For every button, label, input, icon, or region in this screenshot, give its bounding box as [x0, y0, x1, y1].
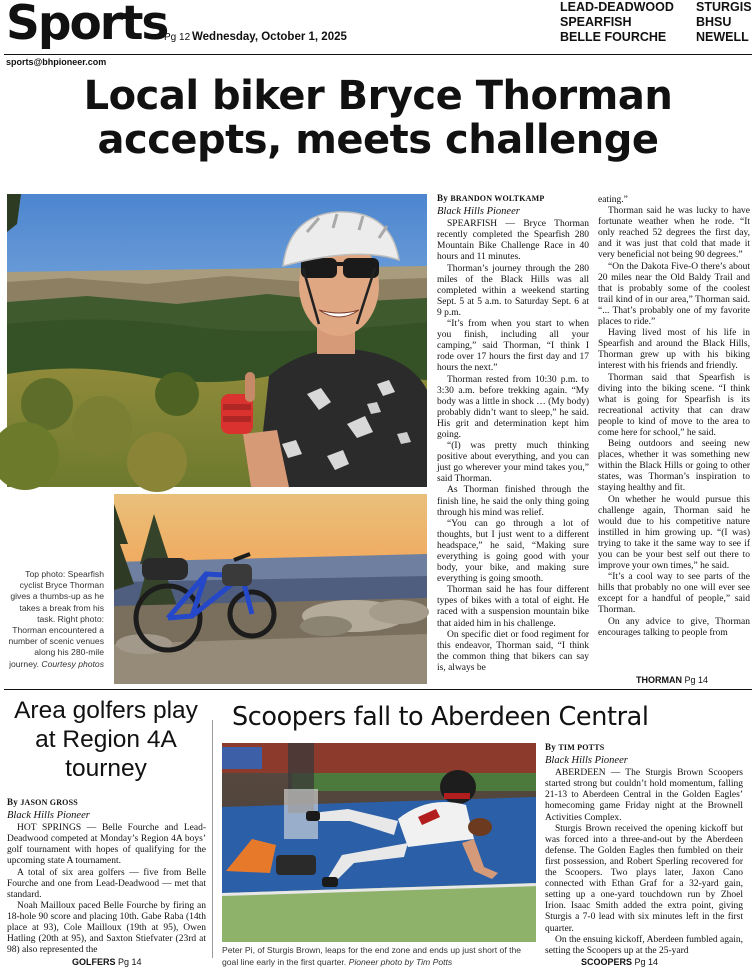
- article-paragraph: A total of six area golfers — five from Belle Fourche and one from Lead-Deadwood — met that standard.: [7, 867, 206, 900]
- byline-by: By: [545, 742, 556, 752]
- jump-line-thorman[interactable]: [636, 675, 708, 685]
- byline-affiliation: Black Hills Pioneer: [545, 755, 628, 767]
- golf-headline: Area golfers play at Region 4A tourney: [14, 697, 198, 782]
- football-headline: Scoopers fall to Aberdeen Central: [232, 702, 649, 732]
- town-label: LEAD-DEADWOOD: [560, 0, 674, 14]
- masthead: [0, 0, 756, 56]
- article-paragraph: eating.”: [598, 195, 628, 205]
- article-paragraph: Thorman rested from 10:30 p.m. to 3:30 a.m. before trekking again. “My body was a little in shock … (My body) probably didn’t want to sleep,” he said. His grit and determination kept him going.: [437, 374, 589, 440]
- jump-word: GOLFERS: [72, 957, 116, 967]
- article-paragraph: Being outdoors and seeing new places, whether it was something new within the Black Hills or going to other states, was Thorman’s inspiration to staying healthy and fit.: [598, 439, 750, 494]
- byline: [545, 742, 743, 753]
- cyclist-photo: [7, 194, 427, 487]
- jump-word: SCOOPERS: [581, 957, 633, 967]
- article-paragraph: ABERDEEN — The Sturgis Brown Scoopers started strong but couldn’t hold momentum, falling 21-13 to Aberdeen Central in the Golden Eagles’ homecoming game Friday night at the Brownell Activities Complex.: [545, 768, 743, 823]
- article-paragraph: “(I) was pretty much thinking positive about everything, and you can just go wherever your mind takes you,” said Thorman.: [437, 441, 589, 485]
- caption-text: Peter Pi, of Sturgis Brown, leaps for the end zone and ends up just short of the goal line early in the first quarter.: [222, 945, 522, 967]
- issue-date: Wednesday, October 1, 2025: [192, 31, 347, 43]
- byline-author: TIM POTTS: [558, 743, 605, 752]
- section-divider: [4, 689, 752, 690]
- article-paragraph: SPEARFISH — Bryce Thorman recently completed the Spearfish 280 Mountain Bike Challenge Race in 40 hours and 11 minutes.: [437, 219, 589, 263]
- article-paragraph: Sturgis Brown received the opening kickoff but was forced into a three-and-out by the Aberdeen defense. The Golden Eagles then fumbled on their first possession, and Robert Sperling recovered for the Scoopers. Two plays later, Jaxon Cano connected with Ethan Graf for a 32-yard gain, setting up a one-yard touchdown run by Zhoel Irion. Isaac Smith added the extra point, giving Sturgis a 7-0 lead with six minutes left in the first quarter.: [545, 823, 743, 934]
- photo-credit: Pioneer photo by Tim Potts: [348, 956, 453, 967]
- article-paragraph: HOT SPRINGS — Belle Fourche and Lead-Deadwood competed at Monday’s Region 4A boys’ golf tournament with hopes of qualifying for the upcoming state A tournament.: [7, 823, 206, 867]
- byline-by: By: [437, 193, 448, 203]
- masthead-divider: [4, 54, 752, 55]
- article-paragraph: “It’s a cool way to see parts of the hills that probably no one will ever see except for a handful of people,” said Thorman.: [598, 572, 750, 616]
- column-divider: [212, 720, 213, 958]
- article-paragraph: Noah Mailloux paced Belle Fourche by firing an 18-hole 90 score and placing 10th. Gabe Raba (14th place at 93), Cole Mailloux (19th at 95), Owen Hatling (20th at 95), and Saxton Stiefvater (23rd at 98) also represented the: [7, 900, 206, 956]
- article-column: [437, 193, 589, 683]
- article-paragraph: Thorman said he has four different types of bikes with a total of eight. He raced with a suspension mountain bike that aided him in his challenge.: [437, 585, 589, 629]
- town-label: STURGIS: [696, 0, 752, 14]
- photo-caption: [222, 945, 538, 968]
- jump-line-scoopers[interactable]: [581, 957, 658, 967]
- jump-line-golfers[interactable]: [72, 957, 142, 967]
- article-paragraph: As Thorman finished through the finish line, he said the only thing going through his mind was relief.: [437, 485, 589, 518]
- caption-text: Top photo: Spearfish cyclist Bryce Thorman gives a thumbs-up as he takes a break from his task. Right photo: Thorman encountered a number of scenic venues along his 280-mile journey.: [8, 569, 104, 669]
- town-label: SPEARFISH: [560, 15, 632, 29]
- town-label: NEWELL: [696, 30, 749, 44]
- page-number: Pg 12: [164, 32, 191, 43]
- article-column: [598, 195, 750, 669]
- photo-credit: Courtesy photos: [41, 658, 104, 669]
- article-paragraph: On whether he would pursue this challenge again, Thorman said he would due to his competitive nature instilled in him growing up. “(I was) trying to take it the same way to see if you can be your best self out there to improve your own times,” he said.: [598, 494, 750, 572]
- bike-overlook-photo: [114, 494, 427, 684]
- main-headline: [0, 74, 756, 162]
- article-column: [7, 797, 206, 956]
- section-email[interactable]: sports@bhpioneer.com: [6, 57, 107, 67]
- headline-line: Local biker Bryce Thorman: [83, 73, 673, 119]
- article-paragraph: “You can go through a lot of thoughts, but I just went to a different headspace,” he said, “Making sure everything is going good with your body, your bike, and making sure everything is going smooth.: [437, 518, 589, 585]
- article-paragraph: On the ensuing kickoff, Aberdeen fumbled again, setting the Scoopers up at the 25-yard: [545, 934, 743, 956]
- article-column: [545, 742, 743, 956]
- article-paragraph: “On the Dakota Five-O there’s about 20 miles near the Old Baldy Trail and that is probably some of the coolest trail kind of in our area,” Thorman said. “... That’s probably one of my favorite places to ride.”: [598, 261, 750, 328]
- town-label: BELLE FOURCHE: [560, 30, 667, 44]
- byline-affiliation: Black Hills Pioneer: [7, 810, 90, 822]
- article-paragraph: Having lived most of his life in Spearfish and around the Black Hills, Thorman grew up with his biking interest with his friends and friendly.: [598, 328, 750, 372]
- byline-author: BRANDON WOLTKAMP: [450, 194, 545, 203]
- byline: [437, 193, 589, 204]
- towns-list-left: [560, 0, 674, 45]
- byline: [7, 797, 206, 808]
- article-paragraph: Thorman said he was lucky to have fortunate weather when he rode. “It only reached 52 degrees the first day, and it was just that cold that made it very beneficial not being 90 degrees.”: [598, 206, 750, 261]
- article-paragraph: On specific diet or food regiment for this endeavor, Thorman said, “I think the common thing that bikers can say is, always be: [437, 629, 589, 673]
- jump-page: Pg 14: [684, 675, 709, 685]
- byline-author: JASON GROSS: [20, 798, 78, 807]
- towns-list-right: [696, 0, 752, 45]
- article-paragraph: Thorman’s journey through the 280 miles of the Black Hills was all completed within a weekend starting Sept. 5 at 5 a.m. to Saturday Sept. 6 at 9 p.m.: [437, 263, 589, 318]
- jump-word: THORMAN: [636, 675, 682, 685]
- byline-affiliation: Black Hills Pioneer: [437, 206, 520, 218]
- article-paragraph: On any advice to give, Thorman encourages talking to people from: [598, 616, 750, 638]
- jump-page: Pg 14: [634, 957, 659, 967]
- jump-page: Pg 14: [118, 957, 142, 967]
- football-photo: [222, 743, 536, 942]
- section-title: Sports: [6, 0, 168, 51]
- article-paragraph: Thorman said that Spearfish is diving into the biking scene. “I think what is going for Spearfish is its recreational activity that can draw people to kind of move to the area to come here for school,” he said.: [598, 372, 750, 438]
- headline-line: accepts, meets challenge: [97, 117, 659, 163]
- byline-by: By: [7, 797, 18, 807]
- town-label: BHSU: [696, 15, 732, 29]
- photo-caption: [8, 569, 104, 670]
- article-paragraph: “It’s from when you start to when you finish, including all your camping,” said Thorman, “I think I rode over 17 hours the first day and 17 hours the next.”: [437, 319, 589, 374]
